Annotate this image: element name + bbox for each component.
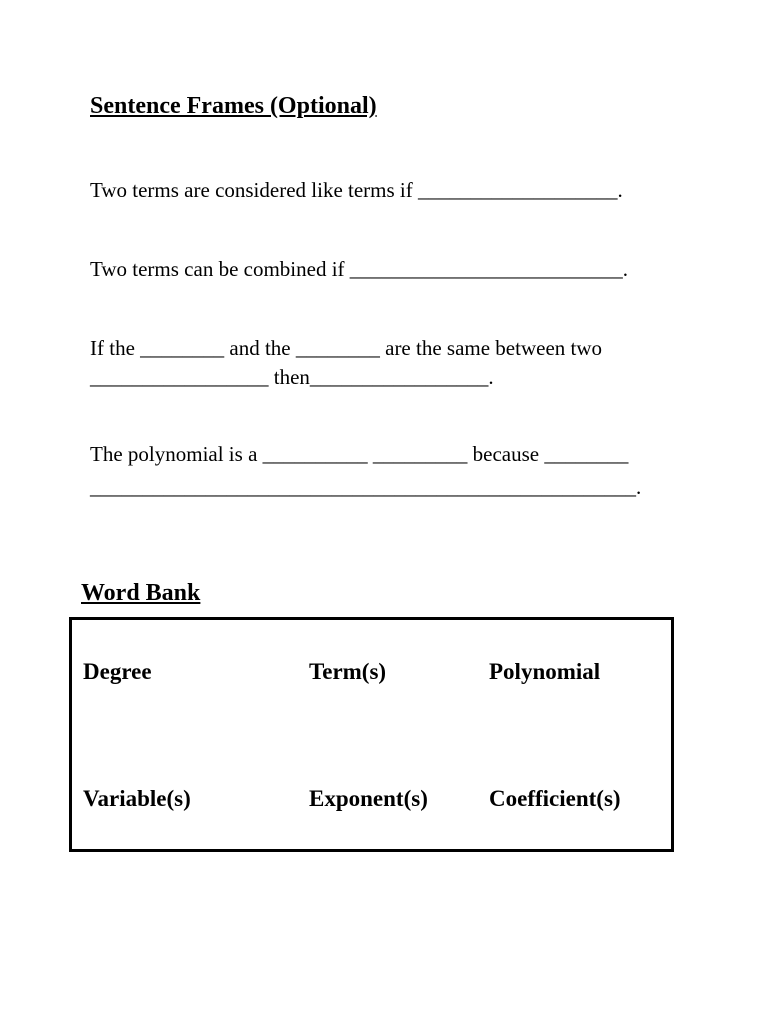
- word-bank-term: Term(s): [309, 659, 387, 684]
- frame-line: The polynomial is a __________ _________ because ________: [90, 442, 629, 466]
- sentence-frame-combined: [90, 255, 690, 284]
- frame-line: Two terms are considered like terms if ___________________.: [90, 178, 623, 202]
- page-title: Sentence Frames (Optional): [90, 93, 377, 119]
- sentence-frame-like-terms: [90, 176, 690, 205]
- word-bank-box: [69, 617, 674, 852]
- frame-line: Two terms can be combined if __________________________.: [90, 257, 629, 281]
- word-bank-term: Exponent(s): [309, 786, 428, 811]
- word-bank-term: Variable(s): [83, 786, 191, 811]
- word-bank-term: Degree: [83, 659, 152, 684]
- sentence-frame-if-then: [90, 334, 690, 392]
- frame-line: _________________ then_________________.: [90, 365, 494, 389]
- frame-line: If the ________ and the ________ are the same between two: [90, 336, 603, 360]
- sentence-frame-polynomial: [90, 440, 690, 502]
- frame-line: ____________________________________________________.: [90, 475, 642, 499]
- word-bank-term: Polynomial: [489, 659, 601, 684]
- word-bank-term: Coefficient(s): [489, 786, 621, 811]
- word-bank-title: Word Bank: [81, 580, 201, 606]
